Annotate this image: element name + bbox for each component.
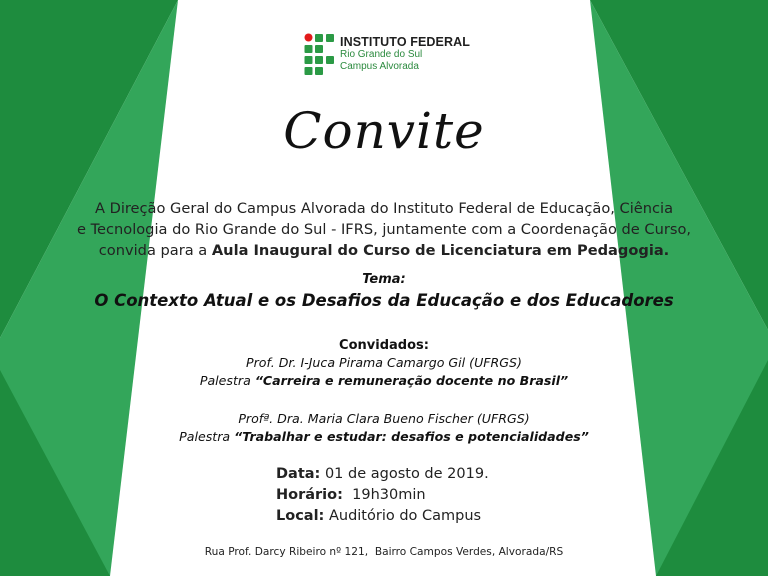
guests-label: Convidados: xyxy=(339,338,429,353)
guest-2-talk xyxy=(0,428,768,446)
event-details xyxy=(276,464,489,527)
invitation-heading: Convite xyxy=(283,102,485,160)
guest-1-talk xyxy=(0,372,768,390)
location-value: Auditório do Campus xyxy=(324,508,482,524)
invitation-intro xyxy=(0,198,768,261)
guest-2-talk-title: “Trabalhar e estudar: desafios e potencialidades” xyxy=(234,429,589,444)
intro-line-1: A Direção Geral do Campus Alvorada do Instituto Federal de Educação, Ciência xyxy=(94,200,674,217)
intro-line-3-text: convida para a xyxy=(98,242,212,259)
guest-1 xyxy=(0,354,768,390)
intro-line-2: e Tecnologia do Rio Grande do Sul - IFRS, juntamente com a Coordenação de Curso, xyxy=(76,221,692,238)
ifrs-logo-icon xyxy=(304,33,336,77)
location-row xyxy=(276,506,489,527)
logo-campus-region: Rio Grande do Sul xyxy=(340,49,423,60)
address-footer: Rua Prof. Darcy Ribeiro nº 121, Bairro Campos Verdes, Alvorada/RS xyxy=(204,546,564,558)
guest-2 xyxy=(0,410,768,446)
date-label: Data: xyxy=(276,466,321,482)
time-row xyxy=(276,485,489,506)
date-row xyxy=(276,464,489,485)
guest-1-talk-title: “Carreira e remuneração docente no Brasil” xyxy=(254,373,569,388)
guest-1-talk-label: Palestra xyxy=(199,373,255,388)
guest-2-name: Profª. Dra. Maria Clara Bueno Fischer (UFRGS) xyxy=(238,411,530,426)
time-label: Horário: xyxy=(276,487,343,503)
logo-campus-name: Campus Alvorada xyxy=(340,61,419,72)
date-value: 01 de agosto de 2019. xyxy=(320,466,489,482)
ifrs-logo xyxy=(304,33,474,79)
location-label: Local: xyxy=(276,508,325,524)
intro-line-3 xyxy=(0,240,768,261)
guest-2-talk-label: Palestra xyxy=(179,429,235,444)
theme-label: Tema: xyxy=(362,272,406,287)
time-value: 19h30min xyxy=(342,487,426,503)
guest-1-name: Prof. Dr. I-Juca Pirama Camargo Gil (UFRGS) xyxy=(246,355,522,370)
logo-title: INSTITUTO FEDERAL xyxy=(340,35,470,49)
theme-title: O Contexto Atual e os Desafios da Educação e dos Educadores xyxy=(94,291,674,310)
event-name: Aula Inaugural do Curso de Licenciatura em Pedagogia. xyxy=(211,242,670,259)
